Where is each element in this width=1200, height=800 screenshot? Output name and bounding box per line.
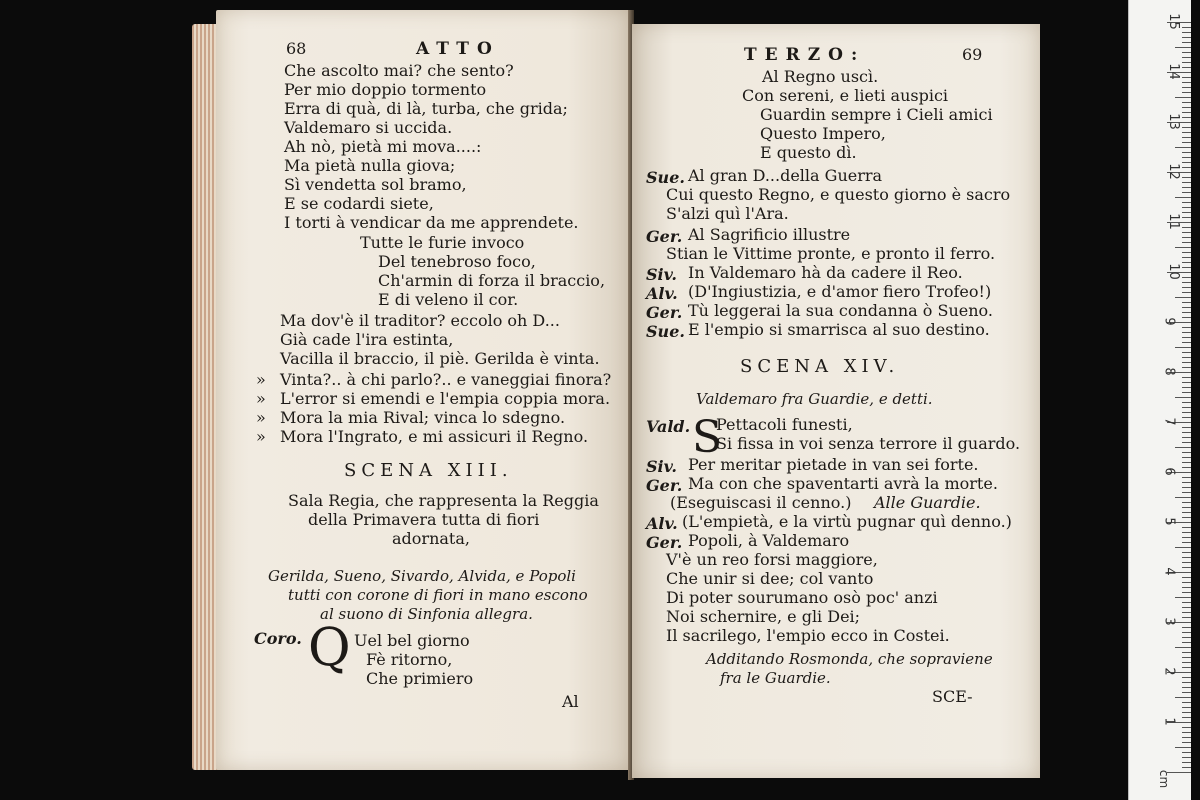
verse-line: Vacilla il braccio, il piè. Gerilda è vinta.: [280, 349, 600, 368]
ruler-number: 1: [1161, 717, 1177, 726]
ruler-tick: [1182, 307, 1191, 308]
ruler-tick: [1182, 82, 1191, 83]
ruler-number: 15: [1165, 13, 1181, 30]
ruler-tick: [1182, 207, 1191, 208]
ruler-tick: [1182, 552, 1191, 553]
verse-line: (L'empietà, e la virtù pugnar quì denno.): [682, 512, 1012, 531]
verse-line: L'error si emendi e l'empia coppia mora.: [280, 389, 611, 408]
verse-line: Vinta?.. à chi parlo?.. e vaneggiai finora?: [280, 370, 612, 389]
ruler-tick: [1182, 137, 1191, 138]
ruler-tick: [1182, 612, 1191, 613]
ruler-tick: [1182, 652, 1191, 653]
verse-line: Valdemaro si uccida.: [284, 118, 453, 137]
ruler-tick: [1182, 87, 1191, 88]
quote-mark: »: [256, 408, 266, 427]
ruler-tick: [1182, 562, 1191, 563]
ruler-number: 8: [1161, 367, 1177, 376]
ruler-tick: [1182, 102, 1191, 103]
ruler-tick: [1182, 602, 1191, 603]
verse-line: Al Sagrificio illustre: [688, 225, 851, 244]
ruler-tick: [1182, 212, 1191, 213]
verse-line: S'alzi quì l'Ara.: [666, 204, 789, 223]
right-page: [632, 24, 1040, 778]
verse-line: (D'Ingiustizia, e d'amor fiero Trofeo!): [688, 282, 992, 301]
cast-list: Gerilda, Sueno, Sivardo, Alvida, e Popoli: [268, 567, 576, 585]
ruler-tick: [1182, 517, 1191, 518]
verse-line: Per meritar pietade in van sei forte.: [688, 455, 979, 474]
ruler-tick: [1182, 737, 1191, 738]
ruler-tick: [1182, 452, 1191, 453]
stage-direction: fra le Guardie.: [720, 669, 831, 687]
verse-line: E di veleno il cor.: [378, 290, 519, 309]
ruler-tick: [1182, 332, 1191, 333]
ruler-tick: [1182, 337, 1191, 338]
verse-line: Si fissa in voi senza terrore il guardo.: [716, 434, 1021, 453]
ruler-tick: [1182, 402, 1191, 403]
left-page: [216, 10, 630, 770]
verse-line: Al gran D...della Guerra: [688, 166, 883, 185]
ruler-tick: [1182, 407, 1191, 408]
ruler-tick: [1182, 132, 1191, 133]
ruler-tick: [1175, 347, 1191, 348]
ruler-tick: [1182, 662, 1191, 663]
ruler-tick: [1182, 92, 1191, 93]
ruler-tick: [1175, 97, 1191, 98]
ruler-tick: [1175, 297, 1191, 298]
verse-line: Tù leggerai la sua condanna ò Sueno.: [688, 301, 993, 320]
speaker-label: Ger.: [646, 476, 683, 495]
ruler-tick: [1182, 317, 1191, 318]
ruler-tick: [1182, 57, 1191, 58]
verse-line: Cui questo Regno, e questo giorno è sacro: [666, 185, 1011, 204]
verse-line: Stian le Vittime pronte, e pronto il ferro.: [666, 244, 996, 263]
ruler-tick: [1182, 202, 1191, 203]
open-book: [192, 10, 1048, 780]
verse-line: Tutte le furie invoco: [360, 233, 525, 252]
ruler-tick: [1182, 752, 1191, 753]
ruler-tick: [1182, 412, 1191, 413]
ruler-tick: [1182, 637, 1191, 638]
ruler-number: 6: [1161, 467, 1177, 476]
ruler-tick: [1182, 592, 1191, 593]
ruler-tick: [1182, 477, 1191, 478]
ruler-tick: [1182, 492, 1191, 493]
ruler-tick: [1182, 642, 1191, 643]
ruler-tick: [1182, 352, 1191, 353]
ruler-tick: [1182, 162, 1191, 163]
ruler-tick: [1182, 357, 1191, 358]
ruler-number: 12: [1165, 163, 1181, 180]
ruler-tick: [1175, 47, 1191, 48]
measuring-ruler: [1128, 0, 1191, 800]
ruler-tick: [1182, 707, 1191, 708]
cast-list: Valdemaro fra Guardie, e detti.: [696, 390, 933, 408]
ruler-tick: [1182, 512, 1191, 513]
speaker-label: Sue.: [646, 322, 685, 341]
verse-line: Uel bel giorno: [354, 631, 470, 650]
ruler-tick: [1182, 607, 1191, 608]
ruler-tick: [1182, 677, 1191, 678]
ruler-tick: [1182, 182, 1191, 183]
ruler-tick: [1182, 242, 1191, 243]
verse-line: Ma con che spaventarti avrà la morte.: [688, 474, 998, 493]
ruler-tick: [1182, 417, 1191, 418]
ruler-tick: [1182, 187, 1191, 188]
verse-line: Mora la mia Rival; vinca lo sdegno.: [280, 408, 566, 427]
verse-line: In Valdemaro hà da cadere il Reo.: [688, 263, 963, 282]
verse-line: Pettacoli funesti,: [716, 415, 853, 434]
ruler-tick: [1182, 767, 1191, 768]
ruler-tick: [1182, 327, 1191, 328]
verse-line: Al Regno uscì.: [762, 67, 879, 86]
scene-description: della Primavera tutta di fiori: [308, 510, 540, 529]
ruler-tick: [1182, 567, 1191, 568]
ruler-tick: [1182, 582, 1191, 583]
right-page-number: 69: [962, 45, 983, 64]
ruler-tick: [1182, 587, 1191, 588]
ruler-tick: [1175, 197, 1191, 198]
ruler-tick: [1182, 77, 1191, 78]
ruler-tick: [1182, 427, 1191, 428]
verse-line: V'è un reo forsi maggiore,: [666, 550, 878, 569]
ruler-tick: [1182, 442, 1191, 443]
quote-mark: »: [256, 389, 266, 408]
verse-line: Ma pietà nulla giova;: [284, 156, 456, 175]
ruler-number: 14: [1165, 63, 1181, 80]
ruler-tick: [1182, 692, 1191, 693]
catchword: SCE-: [932, 687, 973, 706]
ruler-tick: [1182, 382, 1191, 383]
ruler-unit: cm: [1157, 769, 1172, 789]
ruler-tick: [1182, 227, 1191, 228]
ruler-number: 2: [1161, 667, 1177, 676]
verse-line: Popoli, à Valdemaro: [688, 531, 850, 550]
verse-line: Che ascolto mai? che sento?: [284, 61, 514, 80]
verse-line: Già cade l'ira estinta,: [280, 330, 454, 349]
ruler-number: 7: [1161, 417, 1177, 426]
ruler-tick: [1182, 377, 1191, 378]
ruler-tick: [1182, 117, 1191, 118]
ruler-tick: [1182, 67, 1191, 68]
ruler-number: 3: [1161, 617, 1177, 626]
verse-line: Guardin sempre i Cieli amici: [760, 105, 993, 124]
ruler-number: 11: [1165, 213, 1181, 230]
ruler-tick: [1182, 667, 1191, 668]
ruler-tick: [1182, 392, 1191, 393]
ruler-tick: [1182, 557, 1191, 558]
ruler-tick: [1182, 292, 1191, 293]
ruler-tick: [1175, 647, 1191, 648]
ruler-tick: [1182, 727, 1191, 728]
ruler-tick: [1182, 112, 1191, 113]
ruler-tick: [1182, 487, 1191, 488]
ruler-tick: [1182, 762, 1191, 763]
scene-description: adornata,: [392, 529, 470, 548]
ruler-tick: [1182, 252, 1191, 253]
verse-line: Mora l'Ingrato, e mi assicuri il Regno.: [280, 427, 589, 446]
ruler-tick: [1182, 467, 1191, 468]
ruler-tick: [1175, 447, 1191, 448]
ruler-number: 13: [1165, 113, 1181, 130]
ruler-tick: [1182, 257, 1191, 258]
verse-line: Questo Impero,: [760, 124, 886, 143]
left-page-number: 68: [286, 39, 307, 58]
ruler-tick: [1182, 287, 1191, 288]
catchword: Al: [562, 692, 579, 711]
ruler-tick: [1182, 237, 1191, 238]
ruler-tick: [1182, 267, 1191, 268]
verse-line: (Eseguiscasi il cenno.): [670, 493, 852, 512]
speaker-label: Alv.: [646, 514, 678, 533]
ruler-number: 9: [1161, 317, 1177, 326]
ruler-tick: [1182, 167, 1191, 168]
ruler-tick: [1182, 192, 1191, 193]
ruler-tick: [1182, 232, 1191, 233]
ruler-tick: [1182, 432, 1191, 433]
quote-mark: »: [256, 370, 266, 389]
verse-line: E l'empio si smarrisca al suo destino.: [688, 320, 990, 339]
ruler-tick: [1182, 712, 1191, 713]
verse-line: Del tenebroso foco,: [378, 252, 536, 271]
verse-line: Che primiero: [366, 669, 474, 688]
ruler-tick: [1182, 627, 1191, 628]
ruler-tick: [1175, 147, 1191, 148]
ruler-tick: [1182, 302, 1191, 303]
ruler-tick: [1175, 247, 1191, 248]
ruler-tick: [1182, 687, 1191, 688]
speaker-label: Ger.: [646, 303, 683, 322]
ruler-tick: [1175, 497, 1191, 498]
ruler-tick: [1182, 362, 1191, 363]
ruler-tick: [1182, 542, 1191, 543]
right-running-head: TERZO:: [744, 45, 866, 65]
ruler-tick: [1182, 717, 1191, 718]
ruler-tick: [1182, 462, 1191, 463]
verse-line: Noi schernire, e gli Dei;: [666, 607, 861, 626]
drop-cap: S: [692, 412, 723, 463]
ruler-tick: [1182, 682, 1191, 683]
ruler-tick: [1182, 32, 1191, 33]
verse-line: Ch'armin di forza il braccio,: [378, 271, 606, 290]
ruler-tick: [1182, 457, 1191, 458]
cast-list: al suono di Sinfonia allegra.: [320, 605, 533, 623]
speaker-label: Sue.: [646, 168, 685, 187]
ruler-tick: [1182, 732, 1191, 733]
stage-direction: Alle Guardie.: [874, 493, 981, 512]
speaker-label: Ger.: [646, 533, 683, 552]
ruler-tick: [1182, 127, 1191, 128]
ruler-number: 4: [1161, 567, 1177, 576]
ruler-tick: [1182, 62, 1191, 63]
ruler-tick: [1182, 387, 1191, 388]
ruler-tick: [1182, 367, 1191, 368]
verse-line: I torti à vendicar da me apprendete.: [284, 213, 579, 232]
ruler-tick: [1182, 617, 1191, 618]
ruler-tick: [1182, 577, 1191, 578]
verse-line: Per mio doppio tormento: [284, 80, 487, 99]
ruler-tick: [1182, 502, 1191, 503]
verse-line: Il sacrilego, l'empio ecco in Costei.: [666, 626, 950, 645]
ruler-tick: [1182, 342, 1191, 343]
ruler-tick: [1182, 527, 1191, 528]
ruler-tick: [1182, 757, 1191, 758]
verse-line: Sì vendetta sol bramo,: [284, 175, 467, 194]
stage-direction: Additando Rosmonda, che sopraviene: [706, 650, 993, 668]
ruler-tick: [1182, 107, 1191, 108]
ruler-tick: [1182, 217, 1191, 218]
left-running-head: ATTO: [416, 39, 500, 59]
ruler-tick: [1182, 507, 1191, 508]
ruler-number: 5: [1161, 517, 1177, 526]
ruler-tick: [1182, 42, 1191, 43]
verse-line: Ma dov'è il traditor? eccolo oh D...: [280, 311, 560, 330]
verse-line: Di poter sourumano osò poc' anzi: [666, 588, 938, 607]
verse-line: E questo dì.: [760, 143, 857, 162]
ruler-tick: [1182, 37, 1191, 38]
ruler-tick: [1182, 632, 1191, 633]
verse-line: Fè ritorno,: [366, 650, 453, 669]
ruler-tick: [1182, 537, 1191, 538]
ruler-tick: [1182, 152, 1191, 153]
ruler-tick: [1182, 702, 1191, 703]
scene-title: SCENA XIV.: [740, 356, 900, 377]
ruler-tick: [1175, 697, 1191, 698]
scene-title: SCENA XIII.: [344, 460, 513, 481]
speaker-label: Siv.: [646, 265, 677, 284]
ruler-number: 10: [1165, 263, 1181, 280]
verse-line: Con sereni, e lieti auspici: [742, 86, 949, 105]
verse-line: Erra di quà, di là, turba, che grida;: [284, 99, 568, 118]
ruler-tick: [1182, 482, 1191, 483]
verse-line: Ah nò, pietà mi mova....:: [284, 137, 482, 156]
verse-line: E se codardi siete,: [284, 194, 434, 213]
ruler-tick: [1182, 177, 1191, 178]
ruler-tick: [1182, 262, 1191, 263]
ruler-tick: [1182, 277, 1191, 278]
ruler-tick: [1175, 547, 1191, 548]
ruler-tick: [1175, 747, 1191, 748]
speaker-label: Coro.: [254, 629, 302, 648]
ruler-tick: [1182, 157, 1191, 158]
ruler-tick: [1175, 397, 1191, 398]
speaker-label: Siv.: [646, 457, 677, 476]
speaker-label: Ger.: [646, 227, 683, 246]
speaker-label: Vald.: [646, 417, 691, 436]
verse-line: Che unir si dee; col vanto: [666, 569, 874, 588]
ruler-tick: [1182, 52, 1191, 53]
ruler-tick: [1182, 657, 1191, 658]
ruler-tick: [1182, 142, 1191, 143]
ruler-tick: [1182, 532, 1191, 533]
ruler-tick: [1182, 282, 1191, 283]
cast-list: tutti con corone di fiori in mano escono: [288, 586, 588, 604]
ruler-tick: [1182, 312, 1191, 313]
speaker-label: Alv.: [646, 284, 678, 303]
quote-mark: »: [256, 427, 266, 446]
ruler-tick: [1182, 437, 1191, 438]
ruler-tick: [1182, 742, 1191, 743]
scene-description: Sala Regia, che rappresenta la Reggia: [288, 491, 599, 510]
drop-cap: Q: [308, 618, 351, 678]
ruler-tick: [1182, 27, 1191, 28]
ruler-tick: [1175, 597, 1191, 598]
